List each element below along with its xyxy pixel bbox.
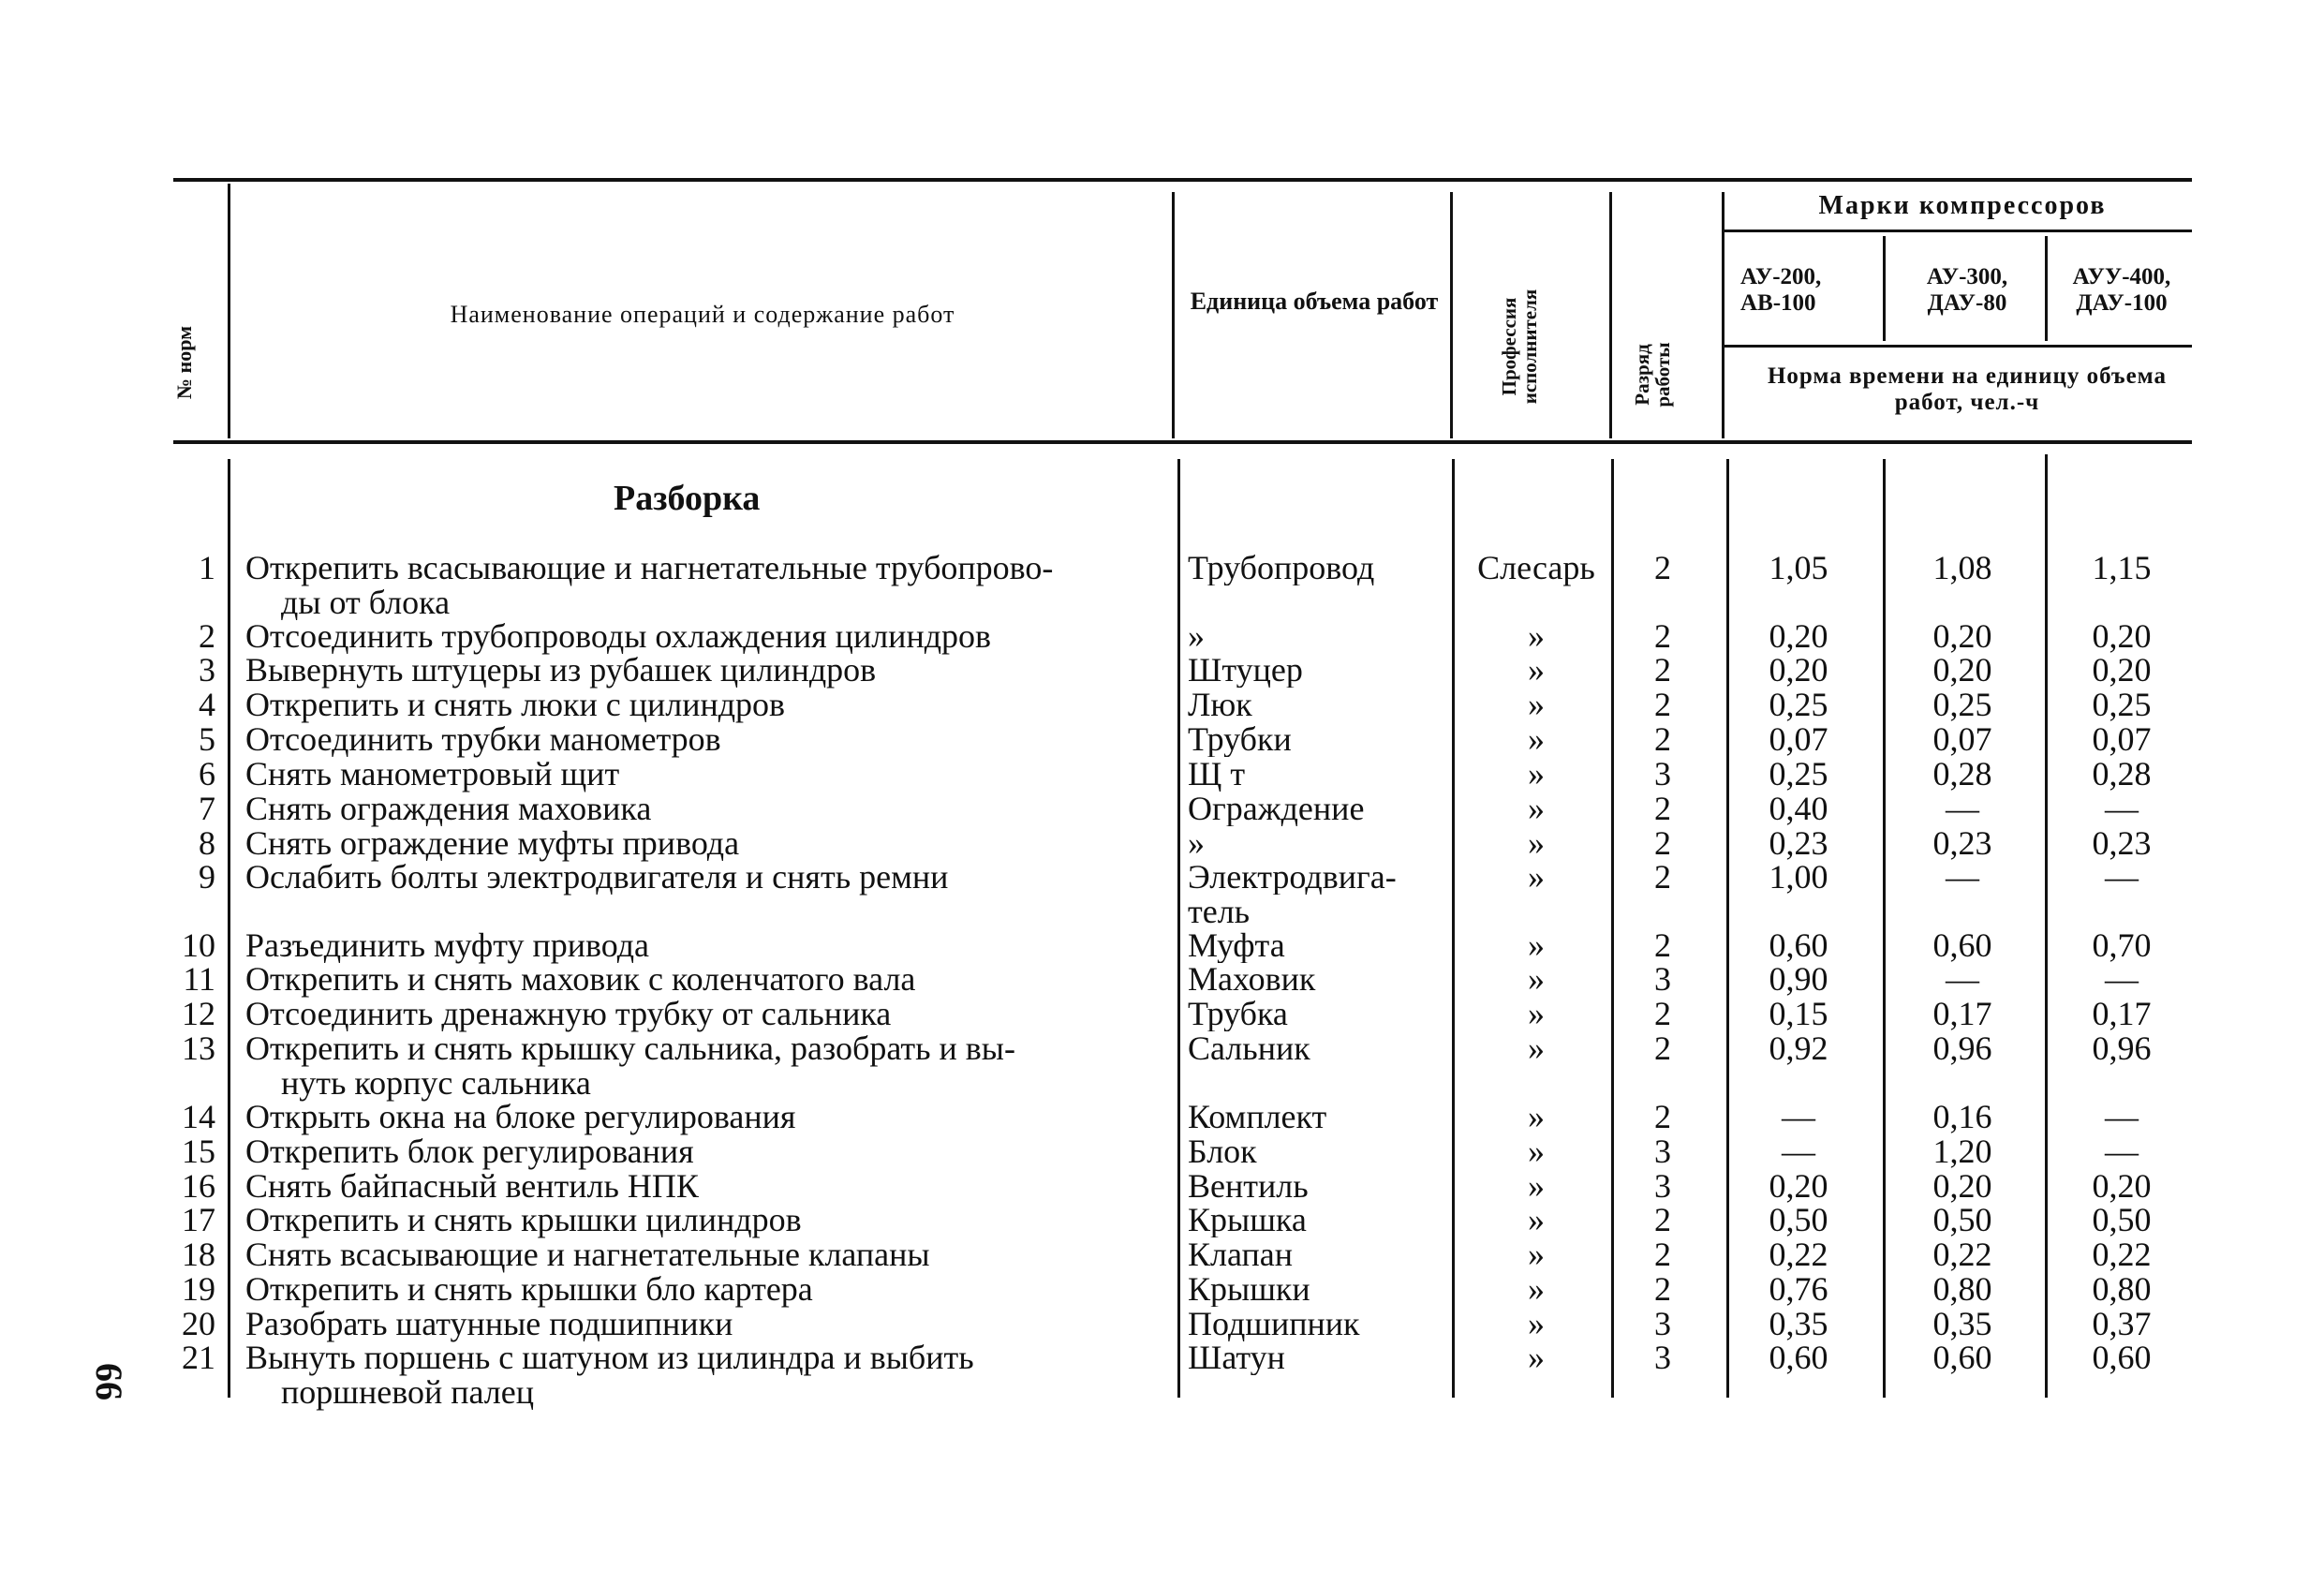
row-rank: 2 [1654,1201,1671,1238]
row-norm-brand-3: — [2105,858,2139,896]
row-norm-brand-1: 0,20 [1769,651,1828,689]
col-divider [1722,192,1724,438]
row-operation: Отсоединить дренажную трубку от сальника [245,995,892,1032]
row-norm-brand-1: 1,00 [1769,858,1828,896]
row-unit: » [1188,619,1205,654]
row-number: 16 [182,1167,215,1205]
header-brands-title: Марки компрессоров [1818,191,2107,220]
row-norm-brand-3: 0,17 [2092,995,2152,1032]
col-divider [1450,192,1453,438]
row-norm-brand-2: 0,50 [1932,1201,1992,1238]
row-operation: Снять манометровый щит [245,755,620,792]
row-norm-brand-3: 1,15 [2092,549,2152,586]
row-norm-brand-3: 0,22 [2092,1236,2152,1273]
row-norm-brand-1: 0,20 [1769,1167,1828,1205]
table-row [0,826,2324,861]
row-operation: Ослабить болты электродвигателя и снять ремни [245,858,949,896]
row-operation-continued: нуть корпус сальника [281,1064,591,1102]
table-row [0,1203,2324,1237]
row-norm-brand-3: 0,07 [2092,720,2152,758]
row-profession: » [1528,1236,1545,1273]
row-number: 5 [199,720,215,758]
row-unit: Клапан [1188,1237,1293,1272]
row-operation-continued: поршневой палец [281,1373,535,1411]
row-operation: Открепить всасывающие и нагнетательные трубопрово- [245,549,1054,586]
row-norm-brand-1: — [1782,1133,1815,1170]
row-norm-brand-2: 0,20 [1932,651,1992,689]
row-norm-brand-2: 0,96 [1932,1029,1992,1067]
row-norm-brand-3: 0,20 [2092,617,2152,655]
row-profession: » [1528,1133,1545,1170]
row-norm-brand-1: 0,20 [1769,617,1828,655]
row-number: 13 [182,1029,215,1067]
row-number: 18 [182,1236,215,1273]
row-number: 20 [182,1305,215,1342]
row-norm-brand-3: — [2105,790,2139,827]
row-norm-brand-1: 0,60 [1769,1339,1828,1376]
table-row [0,722,2324,757]
row-norm-brand-2: 0,20 [1932,1167,1992,1205]
row-rank: 3 [1654,1167,1671,1205]
row-unit-continued: тель [1188,893,1251,930]
header-col-unit: Единица объема работ [1190,288,1439,315]
header-col-name: Наименование операций и содержание работ [450,301,955,328]
row-norm-brand-2: 0,60 [1932,1339,1992,1376]
row-norm-brand-2: 0,25 [1932,686,1992,723]
row-number: 7 [199,790,215,827]
row-unit: » [1188,826,1205,861]
row-rank: 2 [1654,686,1671,723]
row-profession: Слесарь [1477,549,1595,586]
header-bottom-rule [173,440,2192,444]
row-profession: » [1528,1270,1545,1308]
row-number: 6 [199,755,215,792]
header-col-rank: Разряд работы [1631,342,1675,407]
row-unit: Трубка [1188,997,1288,1031]
row-rank: 3 [1654,755,1671,792]
row-operation: Открепить и снять люки с цилиндров [245,686,786,723]
table-row [0,792,2324,826]
row-operation: Открыть окна на блоке регулирования [245,1098,796,1135]
row-unit: Электродвига- [1188,860,1397,895]
row-norm-brand-2: 0,17 [1932,995,1992,1032]
table-row [0,1029,2324,1102]
row-rank: 2 [1654,1270,1671,1308]
row-profession: » [1528,617,1545,655]
row-norm-brand-2: 0,22 [1932,1236,1992,1273]
row-norm-brand-1: 0,90 [1769,960,1828,998]
row-norm-brand-1: — [1782,1098,1815,1135]
row-norm-brand-1: 0,25 [1769,686,1828,723]
row-unit: Вентиль [1188,1169,1309,1204]
row-norm-brand-2: 0,35 [1932,1305,1992,1342]
row-number: 12 [182,995,215,1032]
row-unit: Крышки [1188,1272,1310,1307]
row-number: 8 [199,824,215,862]
row-unit: Сальник [1188,1031,1310,1066]
header-brand-2: АУ-300, ДАУ-80 [1926,264,2008,316]
row-rank: 2 [1654,858,1671,896]
row-norm-brand-3: 0,70 [2092,926,2152,964]
row-number: 4 [199,686,215,723]
table-row [0,1307,2324,1341]
row-norm-brand-2: 0,20 [1932,617,1992,655]
row-rank: 2 [1654,824,1671,862]
header-brand-3: АУУ-400, ДАУ-100 [2072,264,2171,316]
row-norm-brand-1: 0,76 [1769,1270,1828,1308]
row-operation: Вынуть поршень с шатуном из цилиндра и выбить [245,1339,974,1376]
row-operation: Отсоединить трубопроводы охлаждения цилиндров [245,617,992,655]
row-unit: Трубки [1188,722,1292,757]
row-rank: 2 [1654,995,1671,1032]
table-row [0,653,2324,688]
row-norm-brand-1: 0,23 [1769,824,1828,862]
col-divider [228,184,230,438]
row-norm-brand-2: 1,20 [1932,1133,1992,1170]
row-profession: » [1528,995,1545,1032]
table-row [0,549,2324,621]
row-unit: Комплект [1188,1100,1327,1134]
table-row [0,688,2324,722]
row-number: 10 [182,926,215,964]
table-row [0,997,2324,1031]
row-rank: 3 [1654,1133,1671,1170]
row-number: 21 [182,1339,215,1376]
row-operation-continued: ды от блока [281,584,451,621]
row-norm-brand-2: — [1946,960,1979,998]
row-profession: » [1528,720,1545,758]
row-profession: » [1528,1098,1545,1135]
table-row [0,1237,2324,1272]
row-profession: » [1528,651,1545,689]
row-norm-brand-3: — [2105,1133,2139,1170]
row-norm-brand-2: 1,08 [1932,549,1992,586]
row-operation: Разъединить муфту привода [245,926,649,964]
row-profession: » [1528,755,1545,792]
row-profession: » [1528,926,1545,964]
col-divider [2045,236,2048,341]
row-unit: Маховик [1188,962,1316,997]
row-norm-brand-3: 0,37 [2092,1305,2152,1342]
row-rank: 2 [1654,926,1671,964]
row-norm-brand-3: 0,96 [2092,1029,2152,1067]
row-norm-brand-2: 0,60 [1932,926,1992,964]
table-row [0,619,2324,654]
row-operation: Снять ограждения маховика [245,790,652,827]
row-operation: Открепить и снять крышки бло картера [245,1270,813,1308]
table-row [0,1100,2324,1134]
row-rank: 2 [1654,790,1671,827]
row-unit: Муфта [1188,928,1285,963]
row-rank: 3 [1654,1339,1671,1376]
row-norm-brand-3: 0,28 [2092,755,2152,792]
row-norm-brand-1: 0,35 [1769,1305,1828,1342]
table-row [0,928,2324,963]
row-number: 2 [199,617,215,655]
row-norm-brand-1: 1,05 [1769,549,1828,586]
row-profession: » [1528,1167,1545,1205]
row-operation: Снять байпасный вентиль НПК [245,1167,699,1205]
row-number: 15 [182,1133,215,1170]
header-norm-title: Норма времени на единицу объема работ, чел.-ч [1767,363,2168,415]
row-profession: » [1528,1029,1545,1067]
page-number: 66 [88,1363,130,1400]
row-profession: » [1528,790,1545,827]
row-unit: Люк [1188,688,1252,722]
row-norm-brand-3: 0,50 [2092,1201,2152,1238]
row-operation: Снять всасывающие и нагнетательные клапаны [245,1236,930,1273]
row-unit: Ограждение [1188,792,1365,826]
col-divider [1609,192,1612,438]
brands-subheader-rule [1724,230,2192,232]
row-norm-brand-3: — [2105,1098,2139,1135]
row-norm-brand-3: 0,80 [2092,1270,2152,1308]
row-number: 19 [182,1270,215,1308]
table-row [0,962,2324,997]
row-operation: Отсоединить трубки манометров [245,720,721,758]
row-profession: » [1528,1339,1545,1376]
row-rank: 2 [1654,549,1671,586]
row-norm-brand-3: 0,25 [2092,686,2152,723]
row-norm-brand-1: 0,25 [1769,755,1828,792]
row-norm-brand-1: 0,15 [1769,995,1828,1032]
row-norm-brand-1: 0,40 [1769,790,1828,827]
row-profession: » [1528,960,1545,998]
header-col-prof: Профессия исполнителя [1498,289,1542,405]
row-rank: 2 [1654,651,1671,689]
row-norm-brand-2: — [1946,790,1979,827]
section-title: Разборка [614,479,761,518]
row-norm-brand-1: 0,07 [1769,720,1828,758]
row-norm-brand-2: 0,28 [1932,755,1992,792]
table-row [0,1134,2324,1169]
table-top-rule [173,178,2192,182]
row-norm-brand-3: 0,23 [2092,824,2152,862]
norm-subheader-rule [1724,345,2192,348]
row-norm-brand-2: 0,16 [1932,1098,1992,1135]
row-unit: Крышка [1188,1203,1307,1237]
row-norm-brand-1: 0,92 [1769,1029,1828,1067]
row-norm-brand-3: 0,20 [2092,651,2152,689]
row-norm-brand-2: 0,23 [1932,824,1992,862]
row-number: 1 [199,549,215,586]
header-brand-1: АУ-200, АВ-100 [1740,264,1822,316]
row-operation: Открепить и снять маховик с коленчатого вала [245,960,916,998]
row-number: 9 [199,858,215,896]
row-norm-brand-1: 0,50 [1769,1201,1828,1238]
row-number: 14 [182,1098,215,1135]
row-unit: Блок [1188,1134,1257,1169]
row-unit: Трубопровод [1188,551,1375,585]
row-rank: 3 [1654,1305,1671,1342]
row-operation: Открепить и снять крышки цилиндров [245,1201,802,1238]
table-row [0,1272,2324,1307]
row-norm-brand-3: 0,60 [2092,1339,2152,1376]
row-unit: Штуцер [1188,653,1303,688]
row-norm-brand-3: 0,20 [2092,1167,2152,1205]
row-rank: 2 [1654,720,1671,758]
table-row [0,1169,2324,1204]
row-profession: » [1528,1201,1545,1238]
row-operation: Разобрать шатунные подшипники [245,1305,733,1342]
table-row [0,858,2324,930]
row-unit: Подшипник [1188,1307,1360,1341]
row-number: 11 [183,960,215,998]
row-norm-brand-2: 0,07 [1932,720,1992,758]
row-norm-brand-2: — [1946,858,1979,896]
row-profession: » [1528,824,1545,862]
row-profession: » [1528,1305,1545,1342]
row-profession: » [1528,858,1545,896]
row-operation: Вывернуть штуцеры из рубашек цилиндров [245,651,877,689]
col-divider [1172,192,1175,438]
row-number: 17 [182,1201,215,1238]
row-rank: 2 [1654,1029,1671,1067]
row-number: 3 [199,651,215,689]
row-operation: Снять ограждение муфты привода [245,824,740,862]
row-operation: Открепить и снять крышку сальника, разобрать и вы- [245,1029,1015,1067]
row-norm-brand-2: 0,80 [1932,1270,1992,1308]
table-row [0,757,2324,792]
header-col-num: № норм [172,325,196,400]
row-rank: 2 [1654,1098,1671,1135]
row-unit: Шатун [1188,1340,1285,1375]
row-rank: 3 [1654,960,1671,998]
row-profession: » [1528,686,1545,723]
row-norm-brand-1: 0,60 [1769,926,1828,964]
row-norm-brand-3: — [2105,960,2139,998]
row-rank: 2 [1654,1236,1671,1273]
row-norm-brand-1: 0,22 [1769,1236,1828,1273]
row-rank: 2 [1654,617,1671,655]
row-operation: Открепить блок регулирования [245,1133,694,1170]
row-unit: Щ т [1188,757,1246,792]
